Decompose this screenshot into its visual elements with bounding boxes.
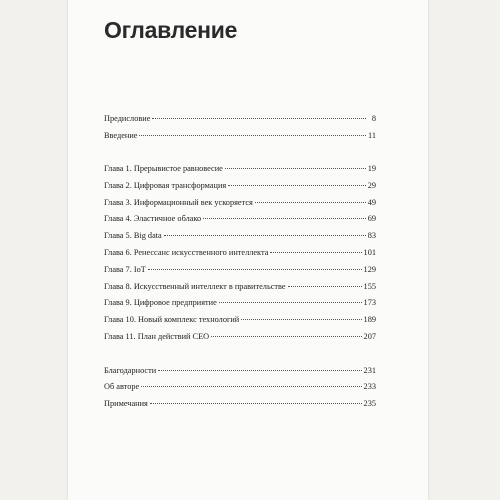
- toc-entry-page: 233: [363, 382, 376, 391]
- toc-entry-label: Глава 9. Цифровое предприятие: [104, 298, 217, 307]
- toc-entry: [104, 247, 376, 259]
- toc-entry-label: Предисловие: [104, 114, 151, 123]
- toc-entry: [104, 180, 376, 192]
- toc-entry: [104, 230, 376, 242]
- toc-entry-page: 101: [363, 248, 376, 257]
- toc-entry-label: Благодарности: [104, 366, 157, 375]
- toc-entry: [104, 314, 376, 326]
- toc-entry-page: 207: [363, 332, 376, 341]
- dot-leader: [139, 135, 366, 136]
- toc-entry: [104, 163, 376, 175]
- dot-leader: [219, 302, 362, 303]
- toc-entry-label: Глава 11. План действий CEO: [104, 332, 210, 341]
- dot-leader: [152, 118, 366, 119]
- dot-leader: [203, 218, 366, 219]
- toc-entry-page: 8: [371, 114, 376, 123]
- dot-leader: [288, 286, 362, 287]
- toc-entry: [104, 297, 376, 309]
- toc-entry-page: 29: [367, 181, 376, 190]
- toc-entry-label: Глава 2. Цифровая трансформация: [104, 181, 227, 190]
- toc-entry-label: Об авторе: [104, 382, 140, 391]
- toc-entry-page: 231: [363, 366, 376, 375]
- dot-leader: [158, 370, 361, 371]
- toc-entry: [104, 381, 376, 393]
- toc-entry: [104, 113, 376, 125]
- toc-entry-page: 11: [368, 131, 376, 140]
- toc-entry-label: Глава 6. Ренессанс искусственного интеллекта: [104, 248, 269, 257]
- dot-leader: [164, 235, 366, 236]
- toc-entry: [104, 281, 376, 293]
- toc-entry-label: Введение: [104, 131, 138, 140]
- toc-entry-page: 155: [363, 282, 376, 291]
- toc-entry: [104, 365, 376, 377]
- dot-leader: [270, 252, 361, 253]
- toc-entry-label: Примечания: [104, 399, 148, 408]
- toc-entry-label: Глава 1. Прерывистое равновесие: [104, 164, 223, 173]
- dot-leader: [225, 168, 366, 169]
- toc-entry: [104, 197, 376, 209]
- toc-entry: [104, 213, 376, 225]
- toc-entry-label: Глава 10. Новый комплекс технологий: [104, 315, 240, 324]
- dot-leader: [228, 185, 365, 186]
- toc-entry-page: 129: [363, 265, 376, 274]
- dot-leader: [211, 336, 361, 337]
- toc-entry: [104, 398, 376, 410]
- toc-entry-label: Глава 5. Big data: [104, 231, 162, 240]
- toc-entry-page: 83: [367, 231, 376, 240]
- toc-entry-label: Глава 4. Эластичное облако: [104, 214, 202, 223]
- toc-entry: [104, 130, 376, 142]
- toc-entry: [104, 331, 376, 343]
- toc-entry-page: 235: [363, 399, 376, 408]
- dot-leader: [255, 202, 366, 203]
- toc-entry-page: 189: [363, 315, 376, 324]
- toc-entry-label: Глава 7. IoT: [104, 265, 146, 274]
- dot-leader: [150, 403, 362, 404]
- toc-entry-label: Глава 3. Информационный век ускоряется: [104, 198, 253, 207]
- toc-entry-page: 173: [363, 298, 376, 307]
- toc-entry: [104, 264, 376, 276]
- toc-entry-page: 19: [367, 164, 376, 173]
- dot-leader: [148, 269, 362, 270]
- dot-leader: [141, 386, 361, 387]
- toc-entry-page: 49: [367, 198, 376, 207]
- dot-leader: [241, 319, 361, 320]
- toc-entry-label: Глава 8. Искусственный интеллект в правительстве: [104, 282, 286, 291]
- page-title: Оглавление: [104, 17, 238, 43]
- toc-entry-page: 69: [367, 214, 376, 223]
